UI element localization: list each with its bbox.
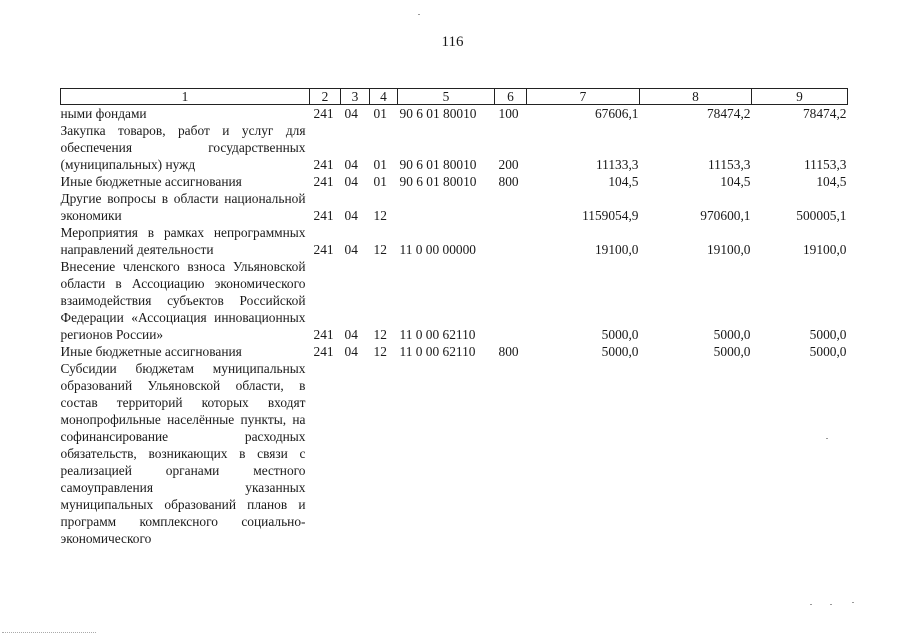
cell-col-6: 100 bbox=[498, 106, 519, 121]
scan-speck bbox=[852, 602, 854, 603]
cell-col-3: 04 bbox=[344, 157, 358, 172]
table-row bbox=[61, 105, 848, 123]
cell-col-6: 800 bbox=[498, 344, 519, 359]
cell-col-7 bbox=[527, 360, 640, 547]
cell-col-7: 19100,0 bbox=[594, 242, 639, 257]
table-row bbox=[61, 173, 848, 190]
header-row bbox=[61, 89, 848, 105]
cell-col-8: 970600,1 bbox=[700, 208, 751, 223]
budget-table bbox=[60, 88, 848, 547]
cell-col-8: 5000,0 bbox=[713, 344, 751, 359]
cell-col-8: 104,5 bbox=[720, 174, 751, 189]
table-row bbox=[61, 122, 848, 173]
cell-col-2 bbox=[310, 360, 341, 547]
cell-col-9: 78474,2 bbox=[802, 106, 847, 121]
cell-col-9: 104,5 bbox=[816, 174, 847, 189]
cell-col-9: 500005,1 bbox=[796, 208, 847, 223]
cell-col-5: 90 6 01 80010 bbox=[399, 106, 477, 121]
row-name: ными фондами bbox=[60, 106, 147, 121]
cell-col-7: 11133,3 bbox=[595, 157, 639, 172]
row-name: Мероприятия в рамках непрограммных направлений деятельности bbox=[60, 225, 306, 257]
cell-col-9: 5000,0 bbox=[809, 344, 847, 359]
cell-col-7: 5000,0 bbox=[601, 344, 639, 359]
table-row bbox=[61, 360, 848, 547]
header-col-7: 7 bbox=[527, 89, 640, 105]
cell-col-2: 241 bbox=[313, 174, 334, 189]
cell-col-8 bbox=[640, 360, 752, 547]
cell-col-2: 241 bbox=[313, 327, 334, 342]
cell-col-4: 01 bbox=[373, 157, 387, 172]
cell-col-3: 04 bbox=[344, 327, 358, 342]
header-col-2: 2 bbox=[310, 89, 341, 105]
cell-col-4: 01 bbox=[373, 106, 387, 121]
header-col-8: 8 bbox=[640, 89, 752, 105]
cell-col-2: 241 bbox=[313, 106, 334, 121]
table-body bbox=[61, 105, 848, 548]
cell-col-8: 5000,0 bbox=[713, 327, 751, 342]
cell-col-9: 19100,0 bbox=[802, 242, 847, 257]
cell-col-9 bbox=[752, 360, 848, 547]
row-name: Другие вопросы в области национальной экономики bbox=[60, 191, 306, 223]
cell-col-6 bbox=[495, 360, 527, 547]
cell-col-5: 11 0 00 62110 bbox=[399, 327, 476, 342]
header-col-3: 3 bbox=[341, 89, 370, 105]
header-col-6: 6 bbox=[495, 89, 527, 105]
cell-col-3: 04 bbox=[344, 106, 358, 121]
cell-col-8: 78474,2 bbox=[706, 106, 751, 121]
header-col-1: 1 bbox=[61, 89, 310, 105]
scan-speck bbox=[418, 14, 420, 15]
cell-col-5: 90 6 01 80010 bbox=[399, 157, 477, 172]
header-col-5: 5 bbox=[398, 89, 495, 105]
cell-col-6 bbox=[495, 224, 527, 258]
table-row bbox=[61, 343, 848, 360]
cell-col-3 bbox=[341, 360, 370, 547]
cell-col-6: 200 bbox=[498, 157, 519, 172]
cell-col-4: 12 bbox=[373, 327, 387, 342]
cell-col-7: 5000,0 bbox=[601, 327, 639, 342]
row-name: Иные бюджетные ассигнования bbox=[60, 174, 242, 189]
cell-col-6 bbox=[495, 258, 527, 343]
cell-col-4: 12 bbox=[373, 344, 387, 359]
cell-col-2: 241 bbox=[313, 344, 334, 359]
cell-col-8: 19100,0 bbox=[706, 242, 751, 257]
cell-col-6: 800 bbox=[498, 174, 519, 189]
cell-col-8: 11153,3 bbox=[707, 157, 751, 172]
cell-col-2: 241 bbox=[313, 242, 334, 257]
cell-col-3: 04 bbox=[344, 344, 358, 359]
cell-col-7: 104,5 bbox=[608, 174, 639, 189]
row-name: Внесение членского взноса Ульяновской области в Ассоциацию экономического взаимодействия субъектов Российской Федерации «Ассоциация инновационных регионов России» bbox=[60, 259, 306, 342]
cell-col-5: 90 6 01 80010 bbox=[399, 174, 477, 189]
cell-col-2: 241 bbox=[313, 157, 334, 172]
scan-speck bbox=[830, 604, 832, 605]
budget-table-container bbox=[60, 88, 847, 547]
cell-col-4: 01 bbox=[373, 174, 387, 189]
cell-col-5: 11 0 00 62110 bbox=[399, 344, 476, 359]
cell-col-3: 04 bbox=[344, 174, 358, 189]
page-number: 116 bbox=[441, 34, 464, 50]
scan-speck bbox=[810, 604, 812, 605]
row-name: Закупка товаров, работ и услуг для обеспечения государственных (муниципальных) нужд bbox=[60, 123, 306, 172]
cell-col-4 bbox=[370, 360, 398, 547]
row-name: Иные бюджетные ассигнования bbox=[60, 344, 242, 359]
header-col-4: 4 bbox=[370, 89, 398, 105]
cell-col-3: 04 bbox=[344, 242, 358, 257]
cell-col-5 bbox=[398, 360, 495, 547]
table-row bbox=[61, 190, 848, 224]
header-col-9: 9 bbox=[752, 89, 848, 105]
cell-col-4: 12 bbox=[373, 242, 387, 257]
table-row bbox=[61, 258, 848, 343]
cell-col-7: 67606,1 bbox=[594, 106, 639, 121]
cell-col-4: 12 bbox=[373, 208, 387, 223]
table-header bbox=[61, 89, 848, 105]
row-name: Субсидии бюджетам муниципальных образований Ульяновской области, в состав территорий которых входят монопрофильные населённые пункты, на софинансирование расходных обязательств, возникающих в связи с реализацией органами местного самоуправления указанных муниципальных образований планов и программ комплексного социально-экономического bbox=[60, 361, 306, 546]
scan-speck bbox=[826, 438, 828, 439]
cell-col-6 bbox=[495, 190, 527, 224]
cell-col-7: 1159054,9 bbox=[582, 208, 639, 223]
table-row bbox=[61, 224, 848, 258]
cell-col-2: 241 bbox=[313, 208, 334, 223]
cell-col-9: 11153,3 bbox=[803, 157, 847, 172]
cell-col-5 bbox=[398, 190, 495, 224]
cell-col-5: 11 0 00 00000 bbox=[399, 242, 476, 257]
scan-edge-line bbox=[2, 632, 96, 634]
cell-col-9: 5000,0 bbox=[809, 327, 847, 342]
cell-col-3: 04 bbox=[344, 208, 358, 223]
